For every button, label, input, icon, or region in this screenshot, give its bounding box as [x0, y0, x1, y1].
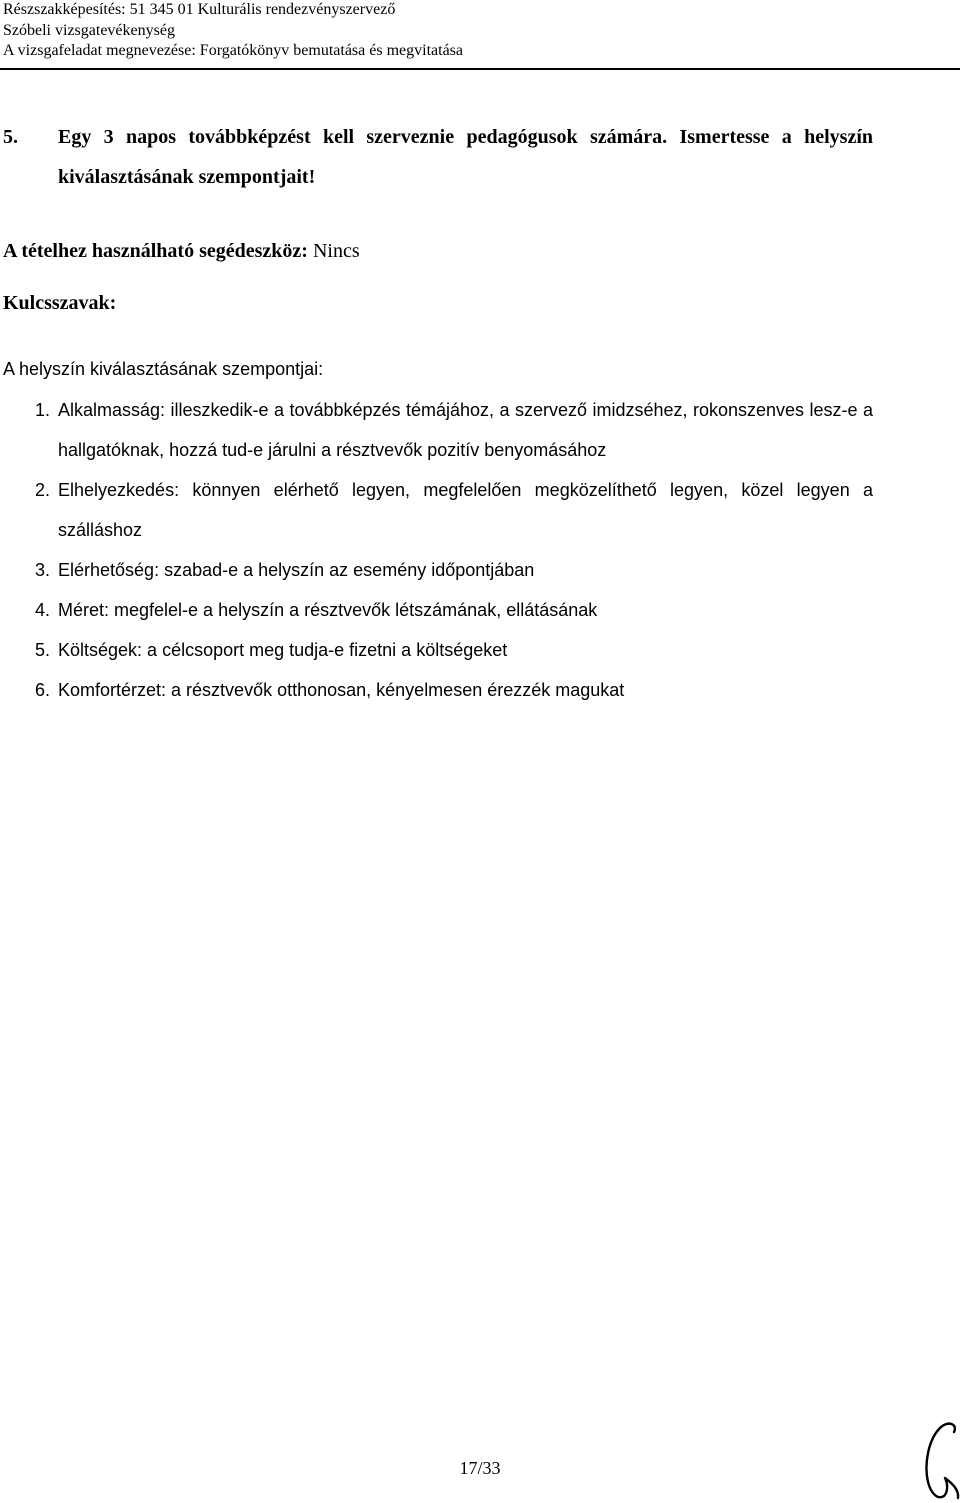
exam-question — [3, 117, 873, 197]
page-number: 17/33 — [459, 1458, 501, 1478]
list-item-text: Költségek: a célcsoport meg tudja-e fizetni a költségeket — [58, 640, 508, 660]
list-item-number: 4. — [35, 600, 51, 620]
list-item — [3, 470, 873, 550]
header-task-name: A vizsgafeladat megnevezése: Forgatókönyv bemutatása és megvitatása — [3, 42, 463, 59]
list-item-text: Alkalmasság: illeszkedik-e a továbbképzés témájához, a szervező imidzséhez, rokonszenves lesz-e a hallgatóknak, hozzá tud-e járulni a résztvevők pozitív benyomásához — [58, 400, 873, 460]
list-item — [3, 630, 873, 670]
allowed-aids — [3, 237, 360, 265]
list-item — [3, 390, 873, 470]
list-item-number: 3. — [35, 560, 51, 580]
question-number: 5. — [3, 126, 18, 148]
list-item-number: 6. — [35, 680, 51, 700]
list-item-text: Komfortérzet: a résztvevők otthonosan, kényelmesen érezzék magukat — [58, 680, 625, 700]
header-qualification: Részszakképesítés: 51 345 01 Kulturális rendezvényszervező — [3, 1, 396, 18]
list-item-text: Elérhetőség: szabad-e a helyszín az esemény időpontjában — [58, 560, 535, 580]
allowed-aids-value: Nincs — [312, 240, 360, 262]
question-text: Egy 3 napos továbbképzést kell szerveznie pedagógusok számára. Ismertesse a helyszín kiválasztásának szempontjait! — [58, 126, 873, 188]
handwritten-signature — [918, 1420, 960, 1503]
list-item-text: Méret: megfelel-e a helyszín a résztvevők létszámának, ellátásának — [58, 600, 598, 620]
page-header — [3, 0, 463, 62]
criteria-title: A helyszín kiválasztásának szempontjai: — [3, 359, 324, 379]
list-item — [3, 550, 873, 590]
list-item — [3, 670, 873, 710]
list-item-number: 5. — [35, 640, 51, 660]
criteria-list — [3, 390, 873, 710]
header-divider — [0, 68, 960, 70]
keywords-title: Kulcsszavak: — [3, 292, 117, 314]
list-item-text: Elhelyezkedés: könnyen elérhető legyen, megfelelően megközelíthető legyen, közel legyen a szálláshoz — [58, 480, 873, 540]
list-item-number: 2. — [35, 480, 51, 500]
header-exam-activity: Szóbeli vizsgatevékenység — [3, 21, 175, 39]
allowed-aids-label: A tételhez használható segédeszköz: — [3, 240, 308, 262]
list-item-number: 1. — [35, 400, 51, 420]
list-item — [3, 590, 873, 630]
